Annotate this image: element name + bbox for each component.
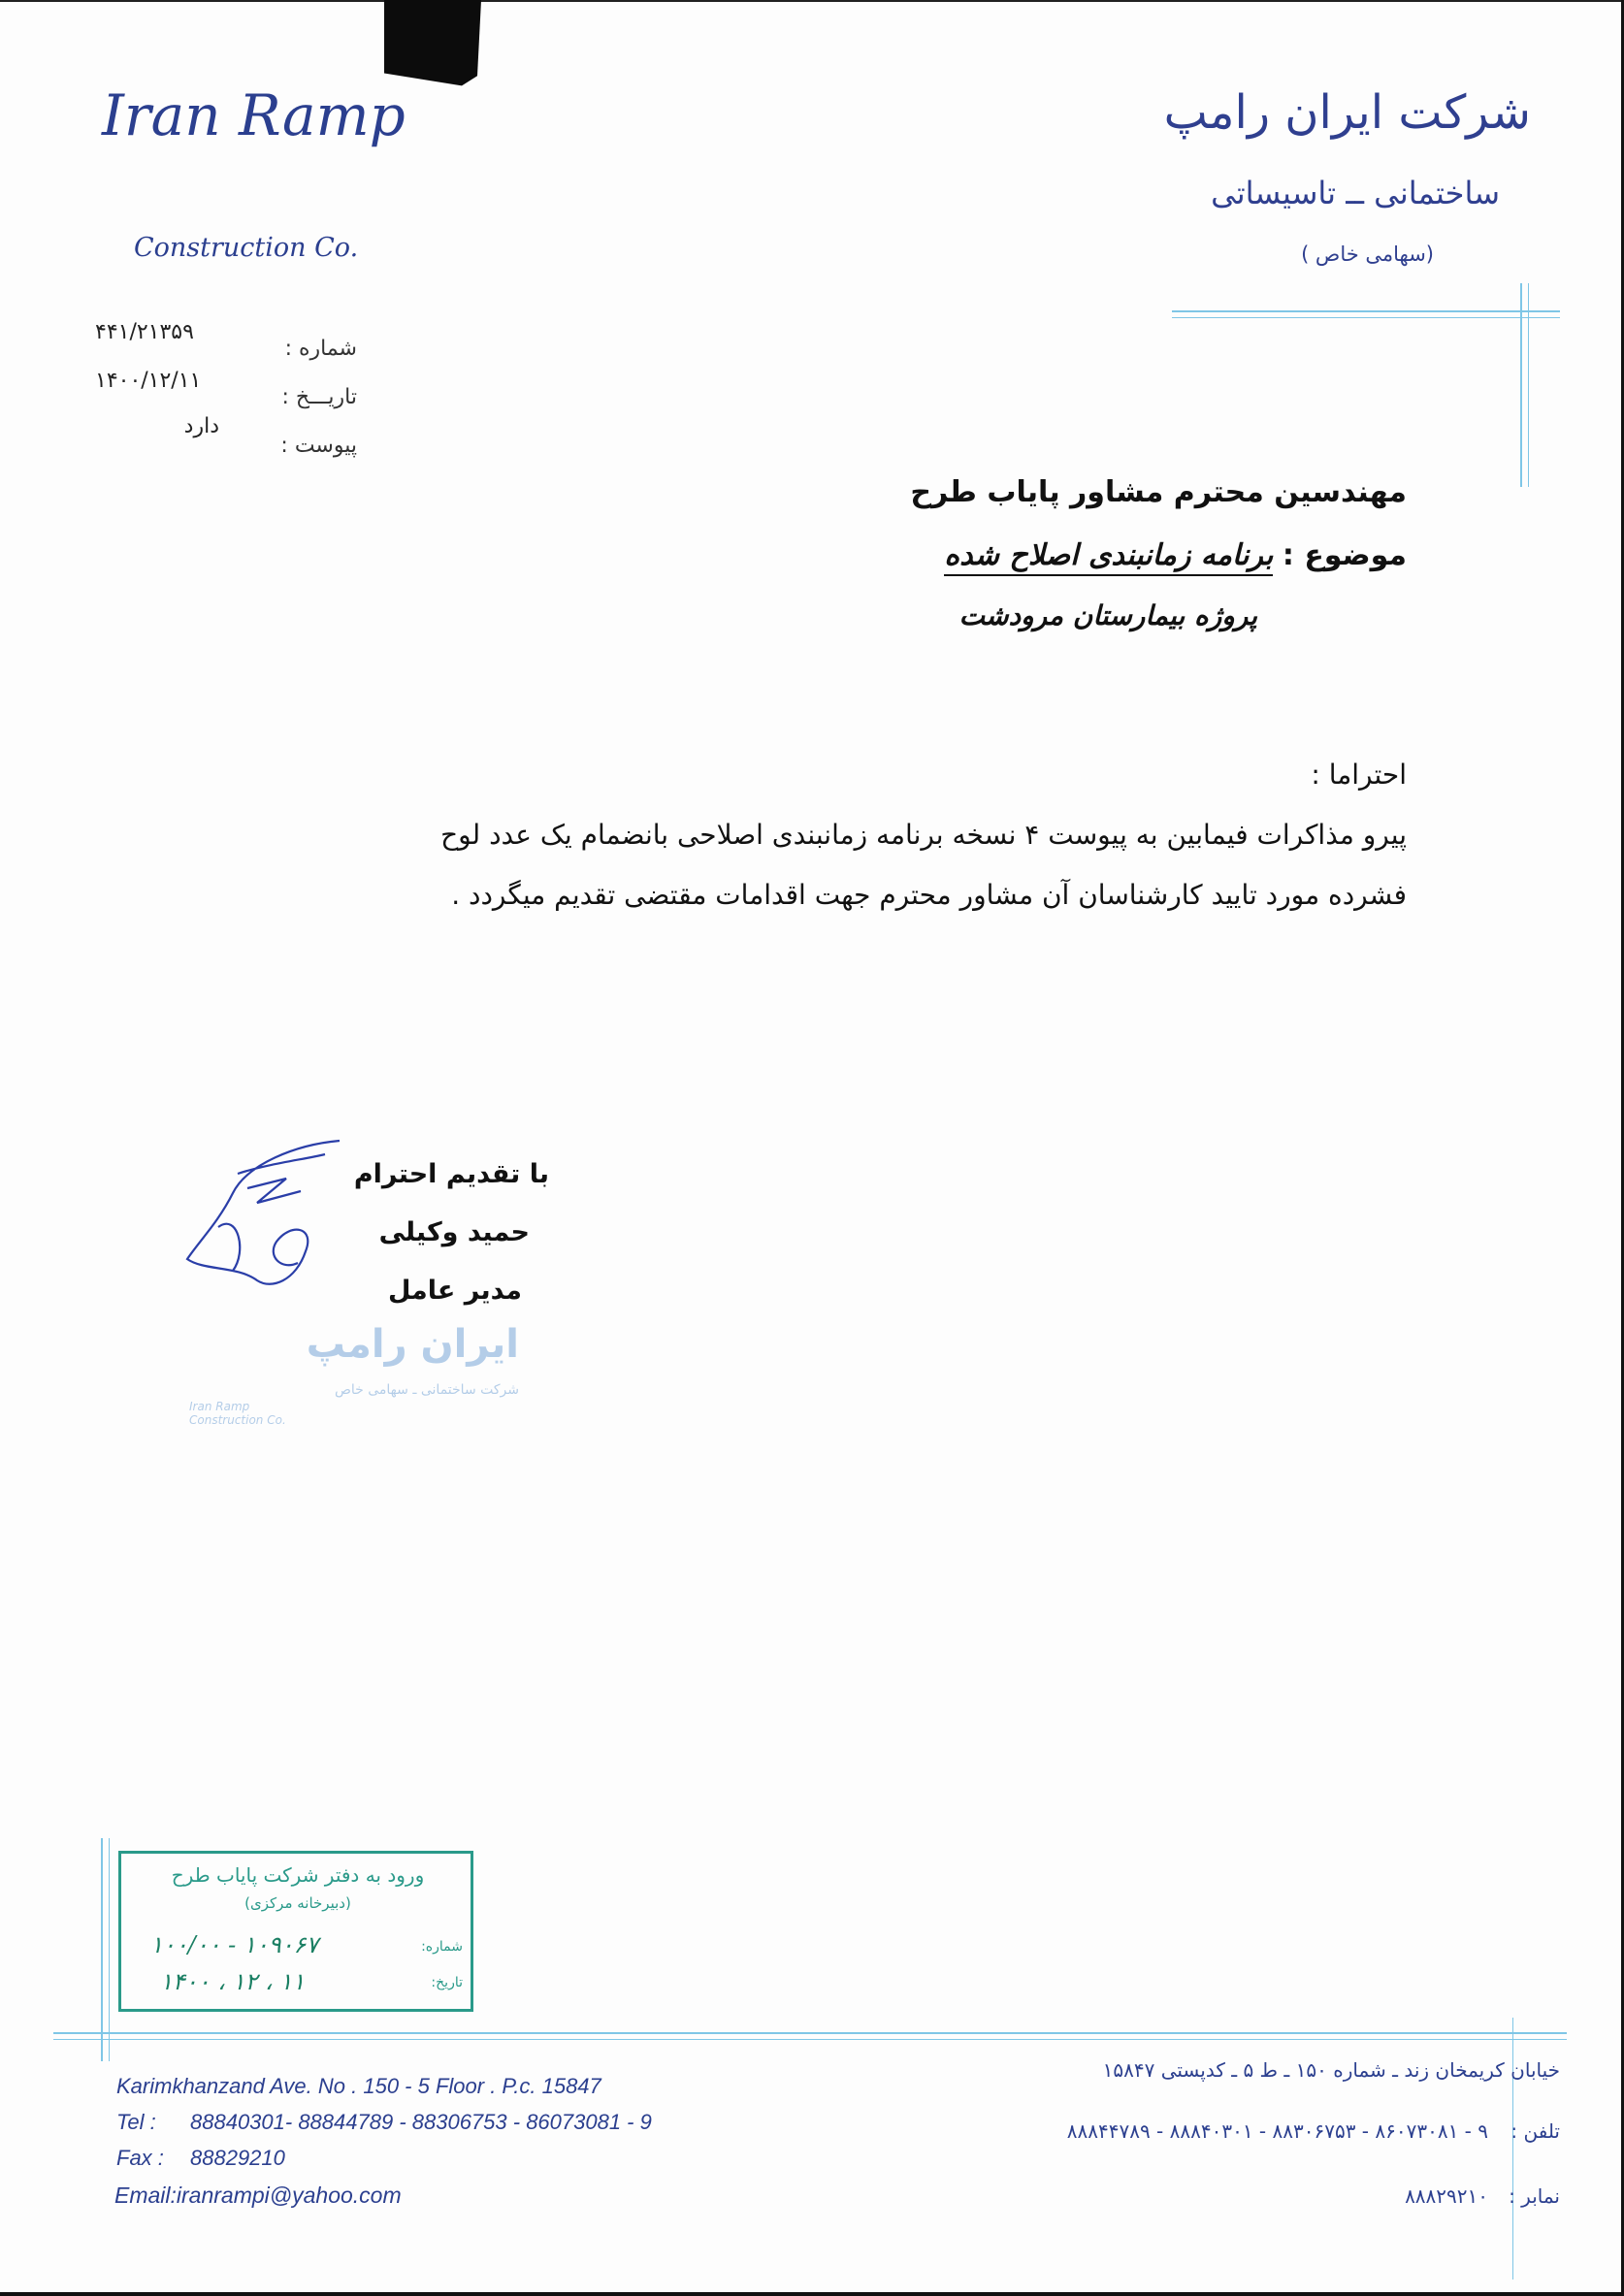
footer-rule-1 [53, 2032, 1567, 2034]
company-type-fa: (سهامی خاص ) [1301, 243, 1434, 266]
stamp-date-value: ۱۱ ، ۱۲ ، ۱۴۰۰ [160, 1968, 306, 1995]
attachment-value: دارد [183, 414, 219, 438]
letter-date-label: تاریـــخ : [281, 385, 357, 409]
company-subtitle-en: Construction Co. [134, 233, 359, 263]
signer-title: مدیر عامل [387, 1276, 522, 1306]
footer-tel-fa-label: تلفن : [1510, 2119, 1560, 2143]
stamp-title: ورود به دفتر شرکت پایاب طرح [171, 1863, 425, 1887]
stamp-subtitle: (دبیرخانه مرکزی) [244, 1894, 351, 1912]
company-subtitle-fa: ساختمانی ــ تاسیساتی [1211, 175, 1500, 211]
letter-number-label: شماره : [284, 337, 357, 361]
stamp-number-value: ۱۰۰/۰۰ - ۱۰۹۰۶۷ [150, 1931, 319, 1958]
letter-body-line-1: پیرو مذاکرات فیمابین به پیوست ۴ نسخه برنامه زمانبندی اصلاحی بانضمام یک عدد لوح [440, 819, 1407, 851]
footer-fax-label: Fax : [116, 2146, 164, 2170]
header-rule-2 [1172, 317, 1560, 318]
stamp-number-label: شماره: [421, 1939, 463, 1955]
letter-recipient: مهندسین محترم مشاور پایاب طرح [910, 475, 1407, 509]
scan-edge-top [0, 0, 1624, 2]
header-rule-1 [1172, 310, 1560, 312]
scan-edge-bottom [0, 2292, 1624, 2296]
subject-value: برنامه زمانبندی اصلاح شده [944, 538, 1273, 576]
letter-subject [631, 538, 1407, 572]
punch-hole-mark [384, 0, 481, 89]
footer-rule-2 [53, 2039, 1567, 2040]
footer-vrule-1 [101, 1838, 103, 2061]
subject-label: موضوع : [1282, 538, 1407, 572]
letter-greeting: احتراما : [1311, 759, 1407, 791]
footer-fax-value: 88829210 [190, 2146, 285, 2170]
footer-tel-fa-value: ۹ - ۸۶۰۷۳۰۸۱ - ۸۸۳۰۶۷۵۳ - ۸۸۸۴۰۳۰۱ - ۸۸۸۴۴۷۸۹ [1066, 2119, 1488, 2143]
footer-tel-value: 88840301- 88844789 - 88306753 - 86073081 - 9 [190, 2110, 652, 2134]
signer-name: حمید وکیلی [378, 1217, 530, 1247]
project-name: پروژه بیمارستان مرودشت [958, 599, 1257, 631]
footer-fax-fa-value: ۸۸۸۲۹۲۱۰ [1405, 2184, 1488, 2208]
letter-number-value: ۴۴۱/۲۱۳۵۹ [95, 320, 194, 344]
header-vrule-1 [1520, 283, 1522, 487]
seal-text-en: Iran Ramp Construction Co. [189, 1400, 286, 1427]
attachment-label: پیوست : [280, 434, 357, 458]
seal-text-sub: شرکت ساختمانی ـ سهامی خاص [334, 1382, 519, 1398]
footer-tel-label: Tel : [116, 2110, 156, 2134]
letter-date-value: ۱۴۰۰/۱۲/۱۱ [95, 369, 202, 393]
seal-text-fa: ایران رامپ [306, 1322, 519, 1367]
letter-body-line-2: فشرده مورد تایید کارشناسان آن مشاور محترم جهت اقدامات مقتضی تقدیم میگردد . [451, 879, 1407, 911]
reception-stamp [118, 1851, 473, 2012]
company-name-fa: شرکت ایران رامپ [1163, 85, 1531, 140]
footer-address-fa: خیابان کریمخان زند ـ شماره ۱۵۰ ـ ط ۵ ـ کدپستی ۱۵۸۴۷ [1102, 2058, 1560, 2082]
footer-email: Email:iranrampi@yahoo.com [114, 2183, 402, 2208]
header-vrule-2 [1528, 283, 1529, 487]
footer-vrule-3 [1512, 2018, 1513, 2280]
stamp-date-label: تاریخ: [431, 1975, 463, 1990]
company-name-en: Iran Ramp [102, 82, 406, 148]
company-seal [189, 1314, 538, 1431]
footer-address-en: Karimkhanzand Ave. No . 150 - 5 Floor . P.c. 15847 [116, 2074, 601, 2098]
signature-closing: با تقدیم احترام [353, 1159, 549, 1189]
footer-vrule-2 [109, 1838, 110, 2061]
footer-fax-fa-label: نمابر : [1509, 2184, 1560, 2208]
